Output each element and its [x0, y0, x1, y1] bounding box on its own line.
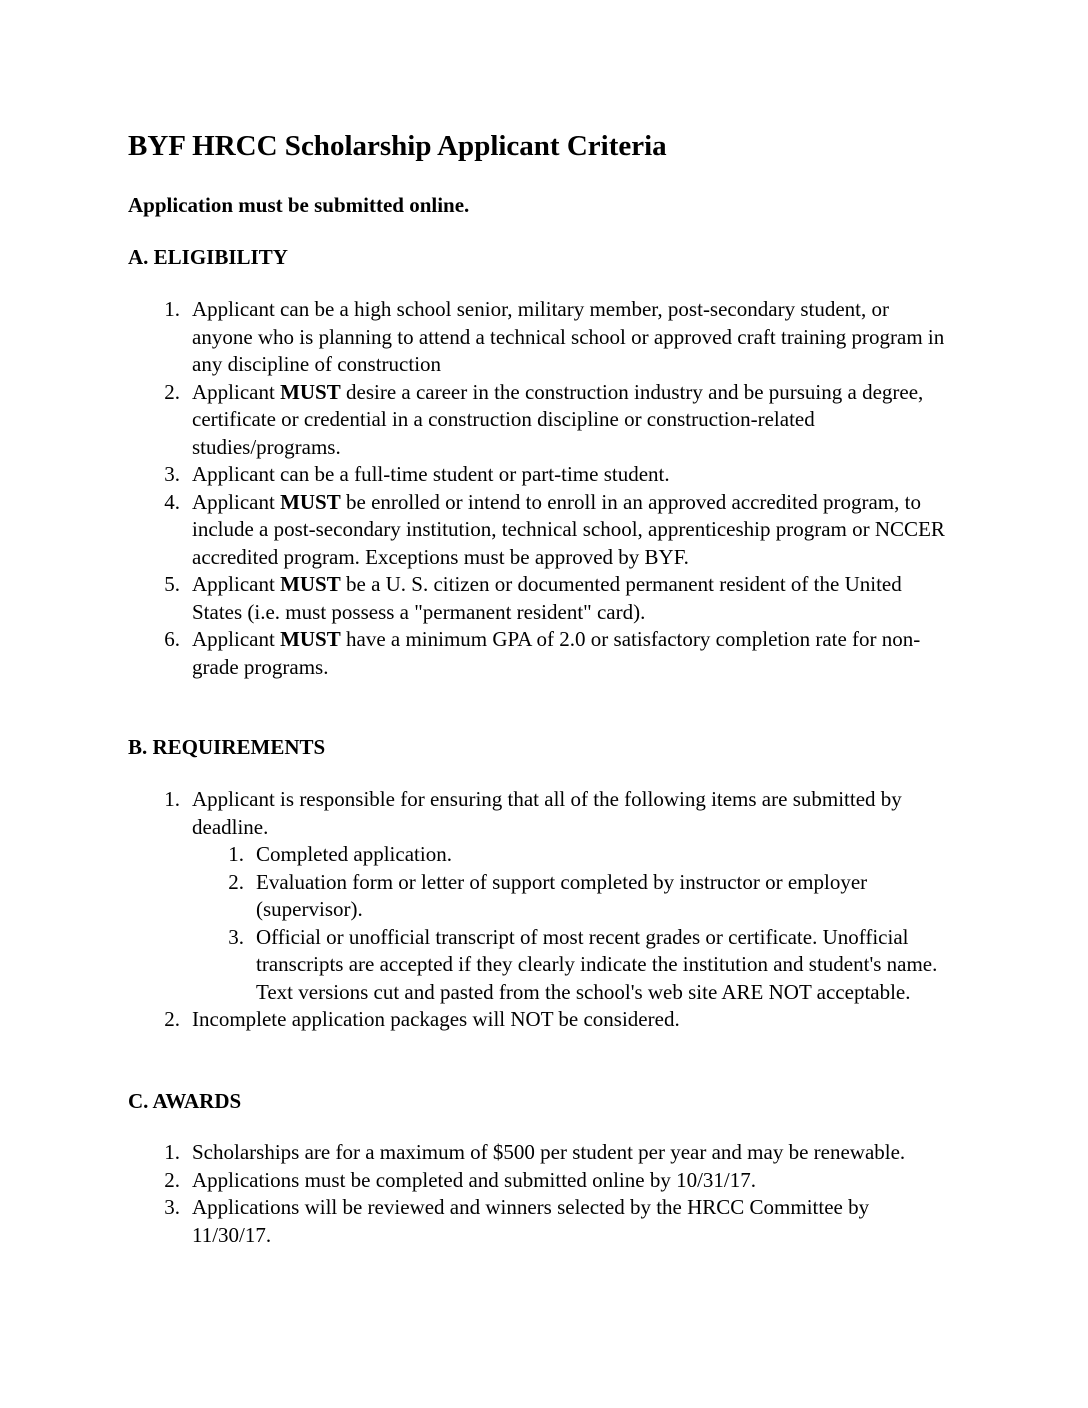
sublist-item [192, 869, 956, 924]
subitem-number: 1. [228, 842, 244, 866]
emphasis: MUST [280, 489, 341, 514]
page-title: BYF HRCC Scholarship Applicant Criteria [128, 130, 667, 162]
item-number: 2. [164, 1007, 180, 1031]
item-text: be enrolled or intend to enroll in an approved accredited program, to include a post-secondary institution, technical school, apprenticeship program or NCCER accredited program. Exceptions must be approved by BYF. [192, 489, 945, 569]
submission-note: Application must be submitted online. [128, 193, 470, 217]
item-number: 3. [164, 1195, 180, 1219]
item-text: have a minimum GPA of 2.0 or satisfactory completion rate for non-grade programs. [192, 627, 921, 679]
list-item [0, 786, 952, 1006]
emphasis: MUST [280, 627, 341, 651]
item-text: Applicant can be a full-time student or part-time student. [192, 462, 670, 486]
awards-heading: C. AWARDS [128, 1089, 242, 1113]
item-text: Applicant is responsible for ensuring that all of the following items are submitted by deadline. [192, 787, 902, 839]
list-item [0, 1194, 952, 1249]
eligibility-list [0, 296, 952, 681]
item-text: Applications will be reviewed and winners selected by the HRCC Committee by 11/30/17. [192, 1195, 870, 1247]
list-item [0, 571, 952, 626]
item-text: Applicant [192, 489, 281, 514]
list-item [0, 626, 952, 681]
requirements-sublist [192, 841, 952, 1006]
item-text: Applicant [192, 572, 281, 596]
list-item [0, 296, 952, 379]
sublist-item [192, 841, 956, 869]
subitem-text: Official or unofficial transcript of most recent grades or certificate. Unofficial transcripts are accepted if they clearly indicate the institution and student's name. Text versions cut and pasted from the school's web site ARE NOT acceptable. [256, 924, 938, 1004]
item-text: Incomplete application packages will NOT be considered. [192, 1007, 680, 1031]
item-text: Applicant [192, 379, 281, 404]
item-number: 5. [164, 572, 180, 596]
list-item [0, 461, 952, 489]
emphasis: MUST [280, 379, 341, 404]
item-number: 2. [164, 379, 180, 404]
list-item [0, 489, 952, 572]
item-number: 4. [164, 489, 180, 514]
item-number: 1. [164, 787, 180, 811]
list-item [0, 379, 952, 462]
sublist-item [192, 924, 956, 1007]
subitem-number: 3. [228, 924, 244, 949]
list-item [0, 1006, 952, 1034]
item-number: 3. [164, 462, 180, 486]
list-item [0, 1167, 952, 1195]
item-text: Applicant [192, 627, 281, 651]
item-number: 1. [164, 297, 180, 321]
item-text: Applicant can be a high school senior, military member, post-secondary student, or anyone who is planning to attend a technical school or approved craft training program in any discipline of construction [192, 297, 945, 376]
subitem-text: Evaluation form or letter of support completed by instructor or employer (supervisor). [256, 869, 868, 921]
awards-list [0, 1139, 952, 1249]
requirements-list [0, 786, 952, 1034]
subitem-text: Completed application. [256, 842, 452, 866]
item-text: Scholarships are for a maximum of $500 per student per year and may be renewable. [192, 1140, 906, 1164]
item-number: 1. [164, 1140, 180, 1164]
list-item [0, 1139, 952, 1167]
emphasis: MUST [280, 572, 341, 596]
requirements-heading: B. REQUIREMENTS [128, 735, 326, 759]
item-text: Applications must be completed and submitted online by 10/31/17. [192, 1167, 757, 1192]
item-text: be a U. S. citizen or documented permanent resident of the United States (i.e. must possess a "permanent resident" card). [192, 572, 902, 624]
item-number: 2. [164, 1167, 180, 1192]
eligibility-heading: A. ELIGIBILITY [128, 245, 288, 269]
item-number: 6. [164, 627, 180, 651]
subitem-number: 2. [228, 869, 244, 894]
item-text: desire a career in the construction industry and be pursuing a degree, certificate or credential in a construction discipline or construction-related studies/programs. [192, 379, 924, 459]
